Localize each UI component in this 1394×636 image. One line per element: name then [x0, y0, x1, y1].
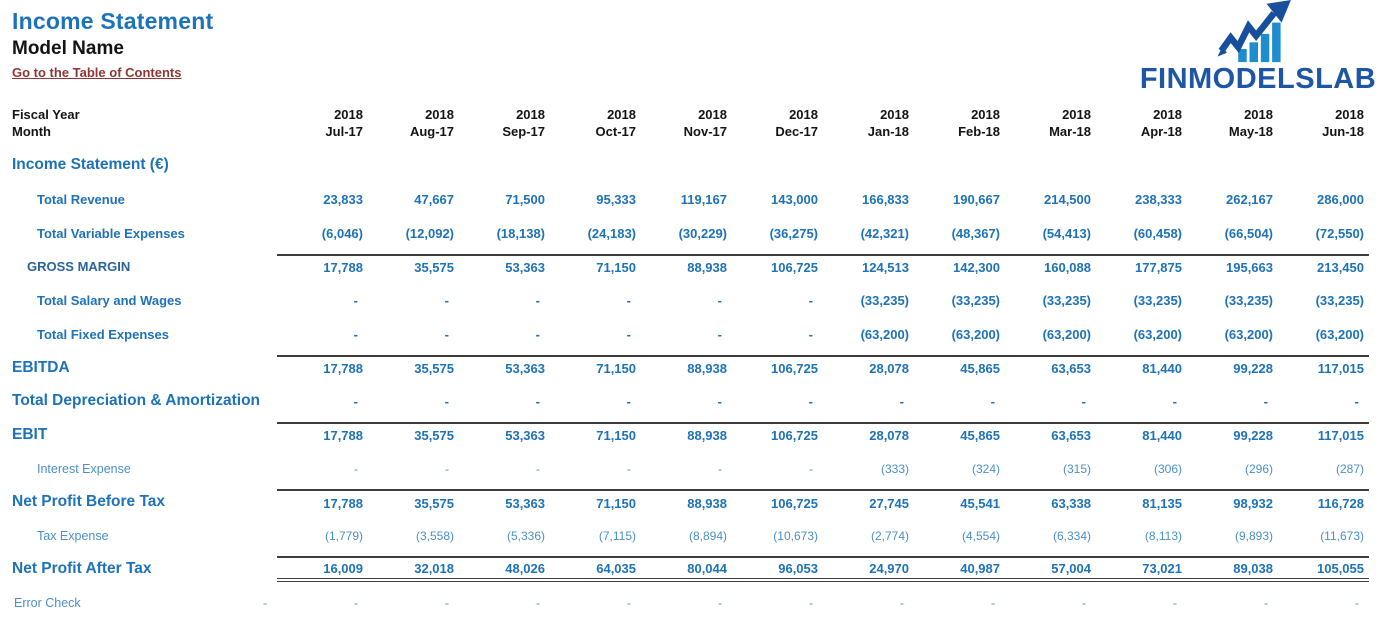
cell: 124,513 — [823, 254, 914, 280]
cell: 262,167 — [1226, 192, 1273, 208]
cell: (54,413) — [1042, 225, 1091, 241]
cell: 53,363 — [459, 422, 550, 448]
chart-arrow-icon — [1215, 0, 1301, 64]
year-header: 2018 — [1335, 107, 1364, 122]
cell: 63,653 — [1005, 422, 1096, 448]
cell: (7,115) — [598, 528, 636, 543]
cell: - — [444, 293, 449, 309]
cell: (306) — [1153, 461, 1182, 476]
row-label: Total Salary and Wages — [37, 293, 182, 309]
cell: 53,363 — [459, 355, 550, 381]
cell: - — [1264, 595, 1268, 610]
cell: 98,932 — [1187, 489, 1278, 515]
cell: (8,113) — [1144, 528, 1182, 543]
cell — [215, 489, 277, 515]
cell: 45,541 — [914, 489, 1005, 515]
cell — [215, 556, 277, 582]
cell: - — [1263, 393, 1268, 409]
table-row — [0, 553, 1394, 587]
cell: 106,725 — [732, 422, 823, 448]
cell: (33,235) — [1133, 293, 1182, 309]
table-row — [0, 351, 1394, 385]
row-label: Total Depreciation & Amortization — [12, 392, 261, 410]
cell: (10,673) — [773, 528, 818, 543]
table-row — [0, 586, 1394, 620]
cell: - — [536, 595, 540, 610]
cell: (5,336) — [506, 528, 545, 543]
cell — [215, 523, 277, 549]
logo-text: FINMODELSLAB — [1139, 63, 1377, 95]
cell: - — [627, 595, 631, 610]
cell — [215, 187, 277, 213]
cell — [215, 288, 277, 314]
cell: 71,150 — [550, 254, 641, 280]
table-row — [0, 385, 1394, 419]
cell — [215, 388, 277, 414]
cell: 286,000 — [1317, 192, 1364, 208]
cell: 142,300 — [914, 254, 1005, 280]
cell: 96,053 — [732, 556, 823, 582]
cell: 63,338 — [1005, 489, 1096, 515]
month-header: Feb-18 — [958, 124, 1000, 139]
cell: - — [353, 293, 358, 309]
cell: 116,728 — [1278, 489, 1369, 515]
cell: - — [627, 461, 631, 476]
cell: (33,235) — [1042, 293, 1091, 309]
cell: - — [808, 393, 813, 409]
cell: 81,440 — [1096, 355, 1187, 381]
model-name: Model Name — [12, 38, 124, 59]
cell: 32,018 — [368, 556, 459, 582]
cell: 73,021 — [1096, 556, 1187, 582]
cell: (6,334) — [1052, 528, 1091, 543]
cell: (33,235) — [1224, 293, 1273, 309]
cell: (8,894) — [688, 528, 727, 543]
cell: 35,575 — [368, 422, 459, 448]
cell: - — [717, 393, 722, 409]
cell: - — [718, 595, 722, 610]
cell — [215, 220, 277, 246]
cell: (333) — [880, 461, 909, 476]
cell — [215, 321, 277, 347]
cell: (315) — [1062, 461, 1091, 476]
cell: - — [1172, 393, 1177, 409]
table-row — [0, 317, 1394, 351]
row-label: Error Check — [14, 595, 81, 610]
cell: (42,321) — [860, 225, 909, 241]
cell: - — [1081, 393, 1086, 409]
row-label: Total Variable Expenses — [37, 225, 185, 241]
cell: 45,865 — [914, 355, 1005, 381]
cell: 45,865 — [914, 422, 1005, 448]
header — [0, 0, 1394, 100]
cell — [215, 456, 277, 482]
cell: 143,000 — [771, 192, 818, 208]
cell: (18,138) — [496, 225, 545, 241]
cell: 28,078 — [823, 422, 914, 448]
cell: 88,938 — [641, 422, 732, 448]
cell: - — [1354, 393, 1359, 409]
cell: (30,229) — [678, 225, 727, 241]
month-header: Jul-17 — [325, 124, 363, 139]
row-label: Total Fixed Expenses — [37, 326, 169, 342]
row-label: GROSS MARGIN — [27, 259, 131, 275]
cell: - — [535, 393, 540, 409]
row-label: Net Profit Before Tax — [12, 493, 166, 511]
cell: 95,333 — [596, 192, 636, 208]
row-label: Tax Expense — [37, 528, 109, 543]
row-label: Net Profit After Tax — [12, 560, 152, 578]
cell: (2,774) — [870, 528, 909, 543]
cell: - — [445, 461, 449, 476]
cell: (48,367) — [951, 225, 1000, 241]
cell: 89,038 — [1187, 556, 1278, 582]
cell: 213,450 — [1278, 254, 1369, 280]
cell: (33,235) — [951, 293, 1000, 309]
cell: (63,200) — [951, 326, 1000, 342]
cell: 195,663 — [1187, 254, 1278, 280]
cell: (60,458) — [1133, 225, 1182, 241]
cell: - — [354, 461, 358, 476]
cell: 177,875 — [1096, 254, 1187, 280]
month-header: Mar-18 — [1049, 124, 1091, 139]
year-header: 2018 — [880, 107, 909, 122]
cell: - — [535, 326, 540, 342]
logo — [1132, 0, 1384, 94]
cell: - — [536, 461, 540, 476]
year-header: 2018 — [516, 107, 545, 122]
cell: - — [899, 393, 904, 409]
cell: (12,092) — [405, 225, 454, 241]
row-label: Interest Expense — [37, 461, 131, 476]
cell: (36,275) — [769, 225, 818, 241]
table-row — [0, 217, 1394, 251]
cell: - — [353, 393, 358, 409]
cell: 35,575 — [368, 254, 459, 280]
cell: 28,078 — [823, 355, 914, 381]
cell: - — [444, 326, 449, 342]
cell: 81,440 — [1096, 422, 1187, 448]
cell: 23,833 — [323, 192, 363, 208]
month-header: Aug-17 — [409, 124, 454, 139]
cell: - — [809, 461, 813, 476]
cell: (3,558) — [415, 528, 454, 543]
fiscal-year-label: Fiscal Year — [12, 107, 80, 122]
cell: 88,938 — [641, 254, 732, 280]
cell: 88,938 — [641, 355, 732, 381]
cell: 16,009 — [277, 556, 368, 582]
cell — [215, 422, 277, 448]
cell: 117,015 — [1278, 355, 1369, 381]
cell: (72,550) — [1315, 225, 1364, 241]
table-row — [0, 452, 1394, 486]
cell: (6,046) — [321, 225, 363, 241]
cell: 24,970 — [823, 556, 914, 582]
year-header: 2018 — [1153, 107, 1182, 122]
cell: 99,228 — [1187, 422, 1278, 448]
cell: 17,788 — [277, 355, 368, 381]
cell: 47,667 — [414, 192, 454, 208]
table-body — [0, 183, 1394, 620]
cell: 57,004 — [1005, 556, 1096, 582]
cell: 17,788 — [277, 254, 368, 280]
month-header: Dec-17 — [775, 124, 818, 139]
cell: 160,088 — [1005, 254, 1096, 280]
cell: (63,200) — [860, 326, 909, 342]
month-header: May-18 — [1228, 124, 1273, 139]
cell: 81,135 — [1096, 489, 1187, 515]
cell: 88,938 — [641, 489, 732, 515]
month-header: Apr-18 — [1140, 124, 1182, 139]
year-header: 2018 — [425, 107, 454, 122]
cell: (63,200) — [1224, 326, 1273, 342]
table-row — [0, 418, 1394, 452]
cell: 80,044 — [641, 556, 732, 582]
cell: - — [626, 293, 631, 309]
year-header: 2018 — [1244, 107, 1273, 122]
cell: - — [990, 393, 995, 409]
cell: 238,333 — [1135, 192, 1182, 208]
cell: (33,235) — [860, 293, 909, 309]
cell: 106,725 — [732, 355, 823, 381]
cell — [215, 355, 277, 381]
year-header: 2018 — [334, 107, 363, 122]
cell: (63,200) — [1315, 326, 1364, 342]
page-title: Income Statement — [12, 8, 214, 34]
cell: - — [991, 595, 995, 610]
cell: 99,228 — [1187, 355, 1278, 381]
cell: 71,500 — [505, 192, 545, 208]
cell: - — [263, 595, 267, 610]
cell: - — [717, 326, 722, 342]
cell: - — [718, 461, 722, 476]
cell: (11,673) — [1320, 528, 1364, 543]
table-row — [0, 284, 1394, 318]
cell: 106,725 — [732, 254, 823, 280]
month-header: Oct-17 — [595, 124, 636, 139]
month-label: Month — [12, 124, 51, 139]
cell: 190,667 — [953, 192, 1000, 208]
cell: 105,055 — [1278, 556, 1369, 582]
cell: 27,745 — [823, 489, 914, 515]
cell: 214,500 — [1044, 192, 1091, 208]
cell: 71,150 — [550, 489, 641, 515]
section-title: Income Statement (€) — [12, 156, 169, 173]
cell: 17,788 — [277, 489, 368, 515]
cell: - — [808, 293, 813, 309]
year-header: 2018 — [789, 107, 818, 122]
cell: 40,987 — [914, 556, 1005, 582]
cell: - — [809, 595, 813, 610]
cell: (63,200) — [1133, 326, 1182, 342]
cell: - — [626, 393, 631, 409]
cell: 53,363 — [459, 489, 550, 515]
cell: - — [535, 293, 540, 309]
cell — [215, 254, 277, 280]
cell: (33,235) — [1315, 293, 1364, 309]
cell: 106,725 — [732, 489, 823, 515]
cell: (296) — [1244, 461, 1273, 476]
month-header: Nov-17 — [683, 124, 727, 139]
cell: - — [445, 595, 449, 610]
cell: (9,893) — [1234, 528, 1273, 543]
row-label: Total Revenue — [37, 192, 125, 208]
month-header: Jan-18 — [867, 124, 909, 139]
table-row — [0, 183, 1394, 217]
cell: (66,504) — [1224, 225, 1273, 241]
cell: - — [808, 326, 813, 342]
cell: 64,035 — [550, 556, 641, 582]
cell: - — [1082, 595, 1086, 610]
cell: - — [717, 293, 722, 309]
cell: (4,554) — [961, 528, 1000, 543]
table-row — [0, 519, 1394, 553]
cell: - — [444, 393, 449, 409]
cell: 117,015 — [1278, 422, 1369, 448]
month-header: Jun-18 — [1322, 124, 1364, 139]
cell: (287) — [1335, 461, 1364, 476]
year-header: 2018 — [607, 107, 636, 122]
cell: - — [900, 595, 904, 610]
cell: 35,575 — [368, 489, 459, 515]
cell: 35,575 — [368, 355, 459, 381]
cell: (63,200) — [1042, 326, 1091, 342]
toc-link[interactable]: Go to the Table of Contents — [12, 65, 182, 80]
cell: - — [1355, 595, 1359, 610]
row-label: EBIT — [12, 425, 48, 443]
cell: - — [354, 595, 358, 610]
year-header: 2018 — [971, 107, 1000, 122]
cell: 53,363 — [459, 254, 550, 280]
cell: - — [353, 326, 358, 342]
cell: - — [1173, 595, 1177, 610]
cell: 71,150 — [550, 422, 641, 448]
cell: 71,150 — [550, 355, 641, 381]
row-label: EBITDA — [12, 358, 70, 376]
year-header: 2018 — [1062, 107, 1091, 122]
cell: 119,167 — [680, 192, 727, 208]
table-row — [0, 485, 1394, 519]
cell: (1,779) — [324, 528, 363, 543]
cell: (24,183) — [587, 225, 636, 241]
cell: 63,653 — [1005, 355, 1096, 381]
cell: 48,026 — [459, 556, 550, 582]
cell: 17,788 — [277, 422, 368, 448]
table-row — [0, 250, 1394, 284]
cell: - — [626, 326, 631, 342]
cell: 166,833 — [862, 192, 909, 208]
month-header: Sep-17 — [502, 124, 545, 139]
year-header: 2018 — [698, 107, 727, 122]
table-header — [0, 106, 1394, 140]
cell: (324) — [971, 461, 1000, 476]
